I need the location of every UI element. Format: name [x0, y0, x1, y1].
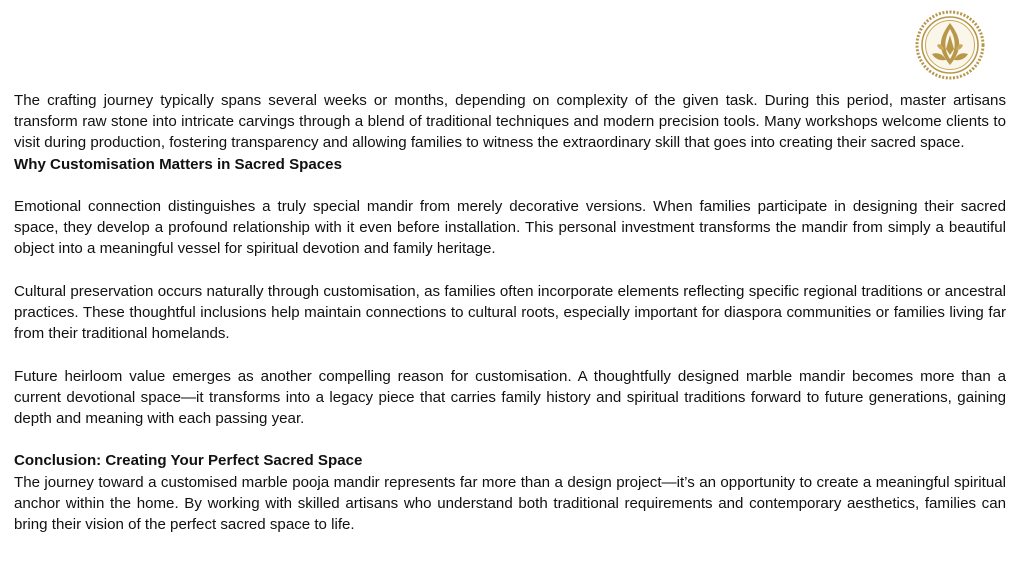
paragraph-emotional-connection: Emotional connection distinguishes a truly special mandir from merely decorative versions. When families participate in designing their sacred space, they develop a profound relationship with it even before installation. This personal investment transforms the mandir from simply a beautiful object into a meaningful vessel for spiritual devotion and family heritage. [14, 198, 1006, 258]
temple-lotus-logo-icon [913, 10, 987, 80]
spacer [14, 175, 1006, 196]
spacer [14, 429, 1006, 450]
spacer [14, 344, 1006, 365]
spacer [14, 260, 1006, 281]
article-body [14, 90, 1006, 535]
paragraph-cultural-preservation: Cultural preservation occurs naturally through customisation, as families often incorporate elements reflecting specific regional traditions or ancestral practices. These thoughtful inclusions help maintain connections to cultural roots, especially important for diaspora communities or families living far from their traditional homelands. [14, 282, 1006, 343]
paragraph-conclusion: The journey toward a customised marble pooja mandir represents far more than a design project—it’s an opportunity to create a meaningful spiritual anchor within the home. By working with skilled artisans who understand both traditional requirements and contemporary aesthetics, families can bring their vision of the perfect sacred space to life. [14, 473, 1006, 533]
paragraph-crafting-journey: The crafting journey typically spans several weeks or months, depending on complexity of the given task. During this period, master artisans transform raw stone into intricate carvings through a blend of traditional techniques and modern precision tools. Many workshops welcome clients to visit during production, fostering transparency and allowing families to witness the extraordinary skill that goes into creating their sacred space. [14, 92, 1006, 152]
heading-why-customisation: Why Customisation Matters in Sacred Spaces [14, 155, 342, 173]
heading-conclusion: Conclusion: Creating Your Perfect Sacred Space [14, 452, 363, 470]
paragraph-future-heirloom: Future heirloom value emerges as another compelling reason for customisation. A thoughtfully designed marble mandir becomes more than a current devotional space—it transforms into a legacy piece that carries family history and spiritual traditions forward to future generations, gaining depth and meaning with each passing year. [14, 367, 1006, 427]
